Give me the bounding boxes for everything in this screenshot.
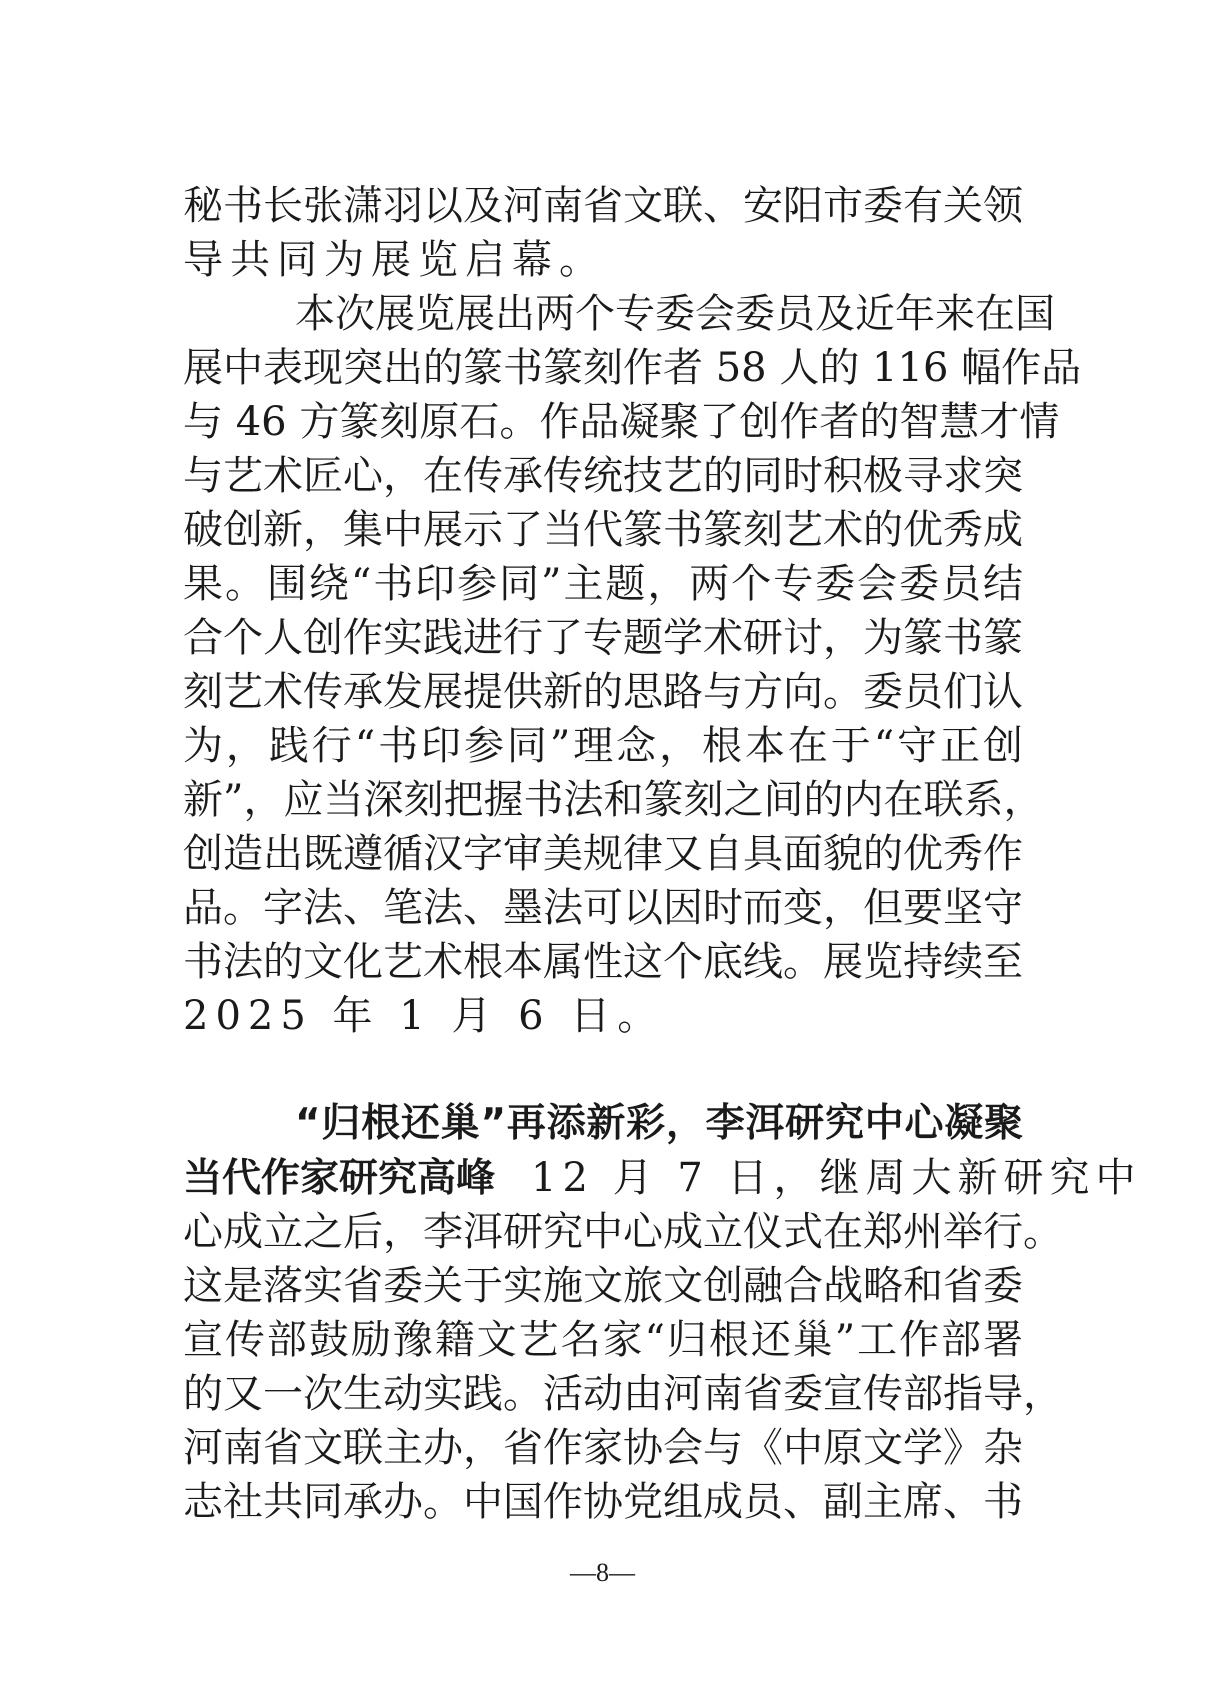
paragraph-3-line-1-text: 12 月 7 日，继周大新研究中 [531,1155,1142,1201]
paragraph-3-line-4: 宣传部鼓励豫籍文艺名家“归根还巢”工作部署 [183,1317,1023,1363]
paragraph-2-line-7: 合个人创作实践进行了专题学术研讨，为篆书篆 [183,615,1023,661]
paragraph-2-line-10: 新”，应当深刻把握书法和篆刻之间的内在联系， [183,777,1044,823]
paragraph-3-line-1 [183,1151,1142,1205]
paragraph-2-line-11: 创造出既遵循汉字审美规律又自具面貌的优秀作 [183,831,1023,877]
paragraph-2-line-4: 与艺术匠心，在传承传统技艺的同时积极寻求突 [183,453,1023,499]
paragraph-2-line-5: 破创新，集中展示了当代篆书篆刻艺术的优秀成 [183,507,1023,553]
paragraph-2-line-3: 与 46 方篆刻原石。作品凝聚了创作者的智慧才情 [183,399,1060,445]
paragraph-2-line-14: 2025 年 1 月 6 日。 [183,993,665,1039]
paragraph-2-line-1: 本次展览展出两个专委会委员及近年来在国 [295,291,1055,337]
paragraph-2-line-9: 为，践行“书印参同”理念，根本在于“守正创 [183,723,1023,769]
page-number: —8— [570,1558,635,1587]
paragraph-2-line-2: 展中表现突出的篆书篆刻作者 58 人的 116 幅作品 [183,345,1082,391]
paragraph-1-line-2: 导共同为展览启幕。 [183,237,606,283]
section-heading-line-1: “归根还巢”再添新彩，李洱研究中心凝聚 [295,1101,1023,1146]
paragraph-3-line-3: 这是落实省委关于实施文旅文创融合战略和省委 [183,1263,1023,1309]
paragraph-3-line-5: 的又一次生动实践。活动由河南省委宣传部指导， [183,1371,1063,1417]
paragraph-2-line-12: 品。字法、笔法、墨法可以因时而变，但要坚守 [183,885,1023,931]
paragraph-3-line-6: 河南省文联主办，省作家协会与《中原文学》杂 [183,1425,1023,1471]
paragraph-3-line-2: 心成立之后，李洱研究中心成立仪式在郑州举行。 [183,1209,1063,1255]
paragraph-1-line-1: 秘书长张潇羽以及河南省文联、安阳市委有关领 [183,183,1023,229]
paragraph-2-line-8: 刻艺术传承发展提供新的思路与方向。委员们认 [183,669,1023,715]
paragraph-2-line-13: 书法的文化艺术根本属性这个底线。展览持续至 [183,939,1023,985]
paragraph-2-line-6: 果。围绕“书印参同”主题，两个专委会委员结 [183,561,1023,607]
paragraph-3-line-7: 志社共同承办。中国作协党组成员、副主席、书 [183,1479,1023,1525]
section-heading-line-2: 当代作家研究高峰 [183,1156,496,1201]
